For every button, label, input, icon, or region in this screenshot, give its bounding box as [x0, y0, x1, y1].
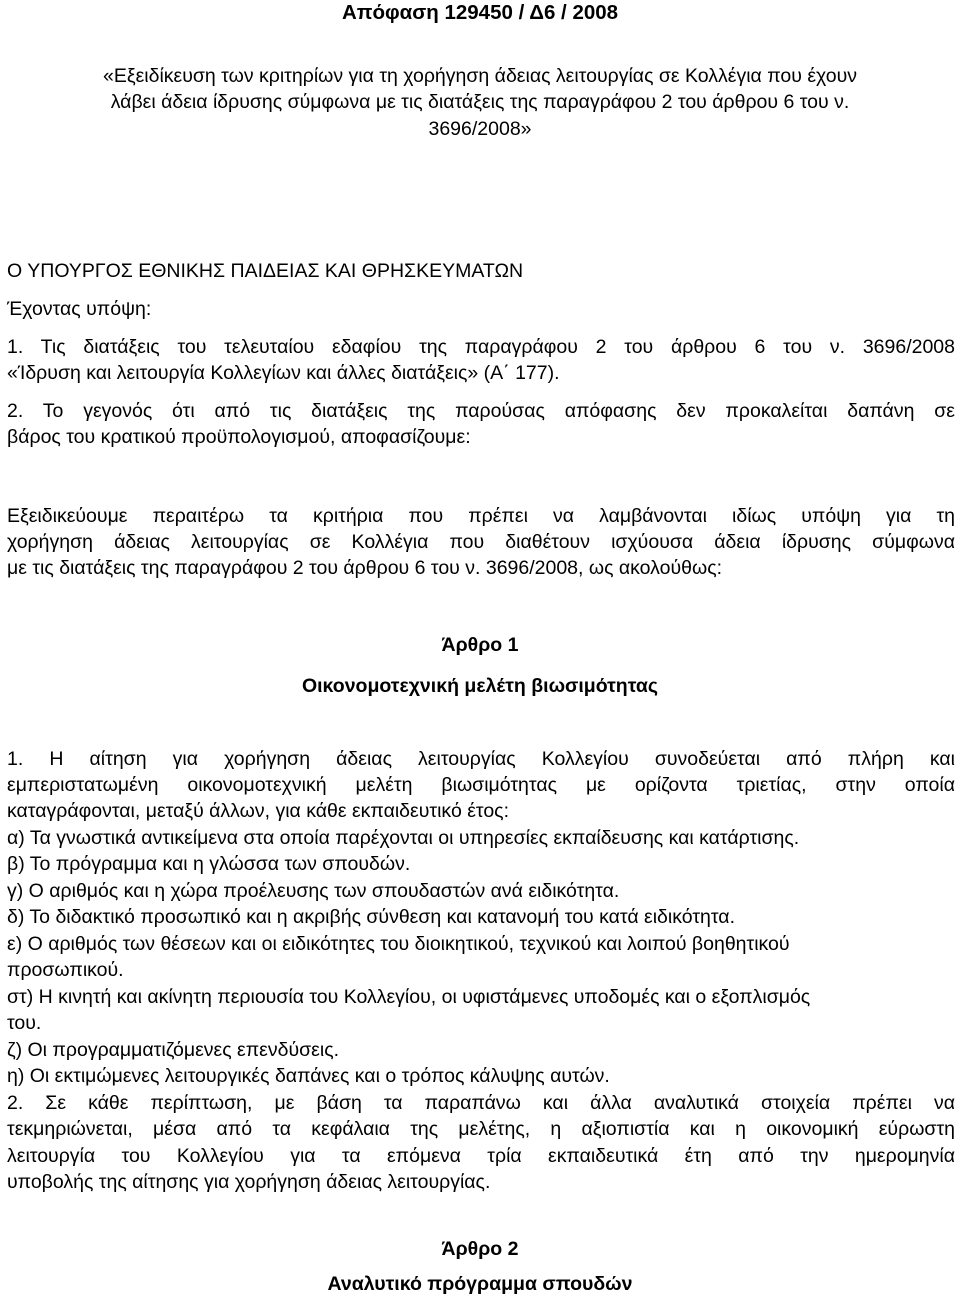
article-1-line: ε) Ο αριθμός των θέσεων και οι ειδικότητες του διοικητικού, τεχνικού και λοιπού βοηθητικού — [7, 933, 790, 955]
article-2-heading: Άρθρο 2 — [441, 1238, 519, 1260]
article-1-line: α) Τα γνωστικά αντικείμενα στα οποία παρέχονται οι υπηρεσίες εκπαίδευσης και κατάρτισης. — [7, 827, 800, 849]
issuing-authority: Ο ΥΠΟΥΡΓΟΣ ΕΘΝΙΚΗΣ ΠΑΙΔΕΙΑΣ ΚΑΙ ΘΡΗΣΚΕΥΜΑΤΩΝ — [7, 260, 524, 282]
article-2-subtitle: Αναλυτικό πρόγραμμα σπουδών — [327, 1273, 633, 1295]
article-1-line: δ) Το διδακτικό προσωπικό και η ακριβής σύνθεση και κατανομή του κατά ειδικότητα. — [7, 906, 735, 928]
preamble-line-2: «Ίδρυση και λειτουργία Κολλεγίων και άλλες διατάξεις» (Α΄ 177). — [7, 362, 560, 384]
considering-label: Έχοντας υπόψη: — [7, 298, 152, 320]
article-1-heading: Άρθρο 1 — [441, 634, 519, 656]
article-1-line: προσωπικού. — [7, 959, 124, 981]
preamble-line-1: 1. Τις διατάξεις του τελευταίου εδαφίου της παραγράφου 2 του άρθρου 6 του ν. 3696/2008 — [7, 336, 955, 358]
article-1-line: καταγράφονται, μεταξύ άλλων, για κάθε εκπαιδευτικό έτος: — [7, 800, 509, 822]
subject-line-2: λάβει άδεια ίδρυσης σύμφωνα με τις διατάξεις της παραγράφου 2 του άρθρου 6 του ν. — [110, 91, 850, 113]
decision-line-3: με τις διατάξεις της παραγράφου 2 του άρθρου 6 του ν. 3696/2008, ως ακολούθως: — [7, 557, 723, 579]
article-1-line: τεκμηριώνεται, μέσα από τα κεφάλαια της μελέτης, η αξιοπιστία και η οικονομική εύρωστη — [7, 1118, 955, 1140]
article-1-line: λειτουργία του Κολλεγίου για τα επόμενα τρία εκπαιδευτικά έτη από την ημερομηνία — [7, 1145, 955, 1167]
article-1-line: 1. Η αίτηση για χορήγηση άδειας λειτουργίας Κολλεγίου συνοδεύεται από πλήρη και — [7, 748, 955, 770]
article-1-line: του. — [7, 1012, 42, 1034]
preamble-line-4: βάρος του κρατικού προϋπολογισμού, αποφασίζουμε: — [7, 426, 471, 448]
article-1-line: γ) Ο αριθμός και η χώρα προέλευσης των σπουδαστών ανά ειδικότητα. — [7, 880, 620, 902]
decision-line-1: Εξειδικεύουμε περαιτέρω τα κριτήρια που πρέπει να λαμβάνονται ιδίως υπόψη για τη — [7, 505, 955, 527]
subject-line-1: «Εξειδίκευση των κριτηρίων για τη χορήγηση άδειας λειτουργίας σε Κολλέγια που έχουν — [102, 65, 858, 87]
article-1-line: η) Οι εκτιμώμενες λειτουργικές δαπάνες και ο τρόπος κάλυψης αυτών. — [7, 1065, 610, 1087]
article-1-line: υποβολής της αίτησης για χορήγηση άδειας λειτουργίας. — [7, 1171, 491, 1193]
decision-line-2: χορήγηση άδειας λειτουργίας σε Κολλέγια που διαθέτουν ισχύουσα άδεια ίδρυσης σύμφωνα — [7, 531, 955, 553]
subject-line-3: 3696/2008» — [428, 118, 532, 140]
article-1-line: β) Το πρόγραμμα και η γλώσσα των σπουδών. — [7, 853, 411, 875]
article-1-line: ζ) Οι προγραμματιζόμενες επενδύσεις. — [7, 1039, 340, 1061]
article-1-subtitle: Οικονομοτεχνική μελέτη βιωσιμότητας — [301, 675, 659, 697]
article-1-line: στ) Η κινητή και ακίνητη περιουσία του Κολλεγίου, οι υφιστάμενες υποδομές και ο εξοπλισμός — [7, 986, 811, 1008]
document-title: Απόφαση 129450 / Δ6 / 2008 — [341, 1, 619, 24]
article-1-line: εμπεριστατωμένη οικονομοτεχνική μελέτη βιωσιμότητας με ορίζοντα τριετίας, στην οποία — [7, 774, 955, 796]
article-1-line: 2. Σε κάθε περίπτωση, με βάση τα παραπάνω και άλλα αναλυτικά στοιχεία πρέπει να — [7, 1092, 955, 1114]
preamble-line-3: 2. Το γεγονός ότι από τις διατάξεις της παρούσας απόφασης δεν προκαλείται δαπάνη σε — [7, 400, 955, 422]
